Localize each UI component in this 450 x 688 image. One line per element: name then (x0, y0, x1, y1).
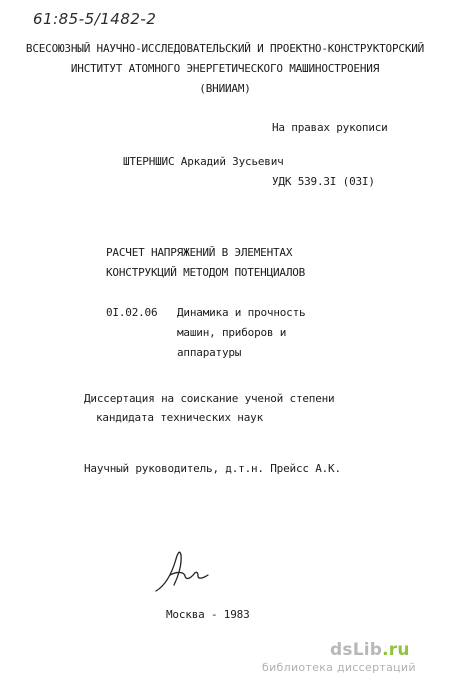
place-and-year: Москва - 1983 (166, 608, 250, 621)
dissertation-line-1: Диссертация на соискание ученой степени (84, 392, 335, 405)
handwritten-signature (148, 545, 218, 595)
dissertation-line-2: кандидата технических наук (96, 411, 263, 424)
dslib-watermark-logo (330, 640, 410, 660)
specialty-line-2: машин, приборов и (177, 326, 287, 339)
watermark-logo-tld: .ru (382, 640, 410, 660)
udc-code: УДК 539.3I (03I) (272, 175, 375, 188)
handwritten-archive-code: 61:85-5/1482-2 (33, 10, 157, 28)
title-line-1: РАСЧЕТ НАПРЯЖЕНИЙ В ЭЛЕМЕНТАХ (106, 246, 293, 259)
institution-line-2: ИНСТИТУТ АТОМНОГО ЭНЕРГЕТИЧЕСКОГО МАШИНОСТРОЕНИЯ (70, 62, 380, 75)
watermark-logo-main: dsLib (330, 640, 383, 660)
author-name: ШТЕРНШИС Аркадий Зусьевич (123, 155, 284, 168)
specialty-code: 0I.02.06 (106, 306, 158, 319)
scientific-supervisor: Научный руководитель, д.т.н. Прейсс А.К. (84, 462, 341, 475)
specialty-line-1: Динамика и прочность (177, 306, 306, 319)
institution-line-3: (ВНИИАМ) (199, 82, 251, 95)
manuscript-rights: На правах рукописи (272, 121, 388, 134)
institution-line-1: ВСЕСОЮЗНЫЙ НАУЧНО-ИССЛЕДОВАТЕЛЬСКИЙ И ПРОЕКТНО-КОНСТРУКТОРСКИЙ (25, 42, 425, 55)
specialty-line-3: аппаратуры (177, 346, 242, 359)
watermark-subtitle: библиотека диссертаций (262, 661, 416, 674)
title-line-2: КОНСТРУКЦИЙ МЕТОДОМ ПОТЕНЦИАЛОВ (106, 266, 306, 279)
